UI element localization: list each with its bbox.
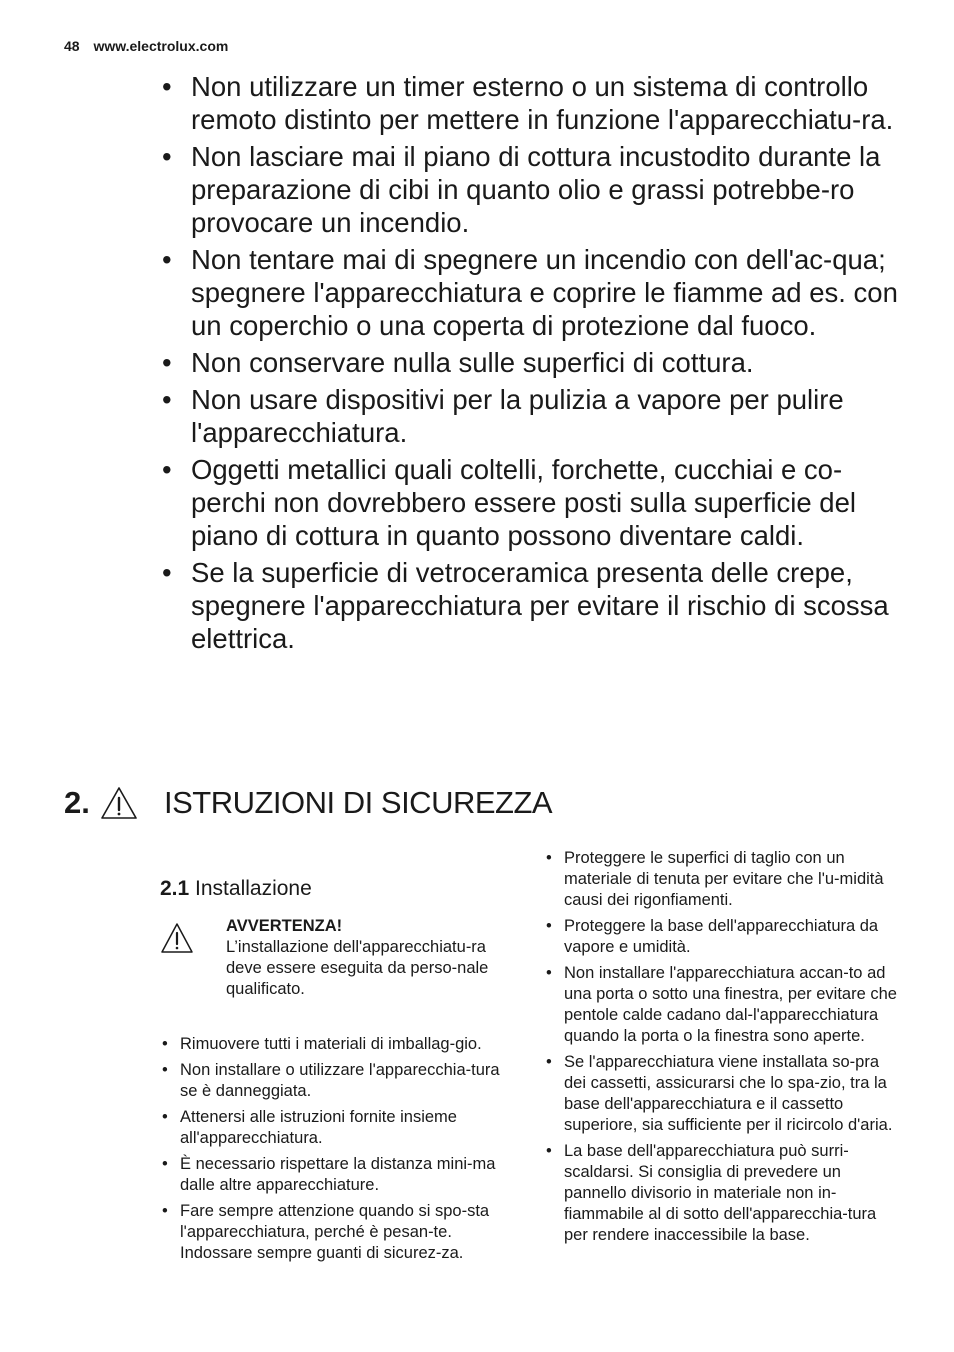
left-column <box>160 876 512 1269</box>
warning-triangle-icon <box>100 786 138 820</box>
list-item: • Rimuovere tutti i materiali di imballag-gio. <box>160 1034 512 1055</box>
list-item: • Se l'apparecchiatura viene installata so-pra dei cassetti, assicurarsi che lo spa-zio, tra la base dell'apparecchiatura e il cassetto superiore, sia sufficiente per il ricircolo d'aria. <box>544 1052 900 1136</box>
section-number: 2. <box>64 785 90 820</box>
list-item: • Non utilizzare un timer esterno o un sistema di controllo remoto distinto per mettere in funzione l'apparecchiatu-ra. <box>160 70 900 136</box>
list-item: • Attenersi alle istruzioni fornite insieme all'apparecchiatura. <box>160 1107 512 1149</box>
subsection-heading <box>160 876 512 902</box>
website-link[interactable]: www.electrolux.com <box>93 38 229 54</box>
list-item: • Non tentare mai di spegnere un incendio con dell'ac-qua; spegnere l'apparecchiatura e coprire le fiamme ad es. con un coperchio o una coperta di protezione dal fuoco. <box>160 243 900 342</box>
warning-title: AVVERTENZA! <box>226 917 343 935</box>
list-item: • Proteggere la base dell'apparecchiatura da vapore e umidità. <box>544 916 900 958</box>
list-item: • Proteggere le superfici di taglio con un materiale di tenuta per evitare che l'u-midità causi dei rigonfiamenti. <box>544 848 900 911</box>
subsection-number: 2.1 <box>160 877 190 900</box>
list-item: • Non conservare nulla sulle superfici di cottura. <box>160 346 900 379</box>
warning-box <box>160 916 512 1016</box>
list-item: • Non lasciare mai il piano di cottura incustodito durante la preparazione di cibi in quanto olio e grassi potrebbe-ro provocare un incendio. <box>160 140 900 239</box>
warning-content <box>226 916 516 1000</box>
list-item: • Oggetti metallici quali coltelli, forchette, cucchiai e co-perchi non dovrebbero essere posti sulla superficie del piano di cottura in quanto possono diventare caldi. <box>160 453 900 552</box>
warning-triangle-icon <box>160 922 194 954</box>
page-header <box>64 38 228 54</box>
list-item: • Non usare dispositivi per la pulizia a vapore per pulire l'apparecchiatura. <box>160 383 900 449</box>
list-item: • Non installare l'apparecchiatura accan-to ad una porta o sotto una finestra, per evitare che pentole calde cadano dal-l'apparecchiatura quando la porta o la finestra sono aperte. <box>544 963 900 1047</box>
list-item: • La base dell'apparecchiatura può surri-scaldarsi. Si consiglia di prevedere un pannello divisorio in materiale non in-fiammabile al di sotto dell'apparecchia-tura per rendere inaccessibile la base. <box>544 1141 900 1246</box>
subsection-title: Installazione <box>195 877 312 900</box>
section-title: ISTRUZIONI DI SICUREZZA <box>164 785 553 820</box>
intro-safety-list <box>160 70 900 659</box>
page-number: 48 <box>64 38 80 54</box>
installation-list-left <box>160 1034 512 1264</box>
list-item: • Se la superficie di vetroceramica presenta delle crepe, spegnere l'apparecchiatura per evitare il rischio di scossa elettrica. <box>160 556 900 655</box>
right-column <box>544 848 900 1251</box>
list-item: • Non installare o utilizzare l'apparecchia-tura se è danneggiata. <box>160 1060 512 1102</box>
list-item: • Fare sempre attenzione quando si spo-sta l'apparecchiatura, perché è pesan-te. Indossare sempre guanti di sicurez-za. <box>160 1201 512 1264</box>
warning-text: L’installazione dell'apparecchiatu-ra deve essere eseguita da perso-nale qualificato. <box>226 938 489 998</box>
section-heading <box>64 780 552 826</box>
list-item: • È necessario rispettare la distanza mini-ma dalle altre apparecchiature. <box>160 1154 512 1196</box>
installation-list-right <box>544 848 900 1246</box>
